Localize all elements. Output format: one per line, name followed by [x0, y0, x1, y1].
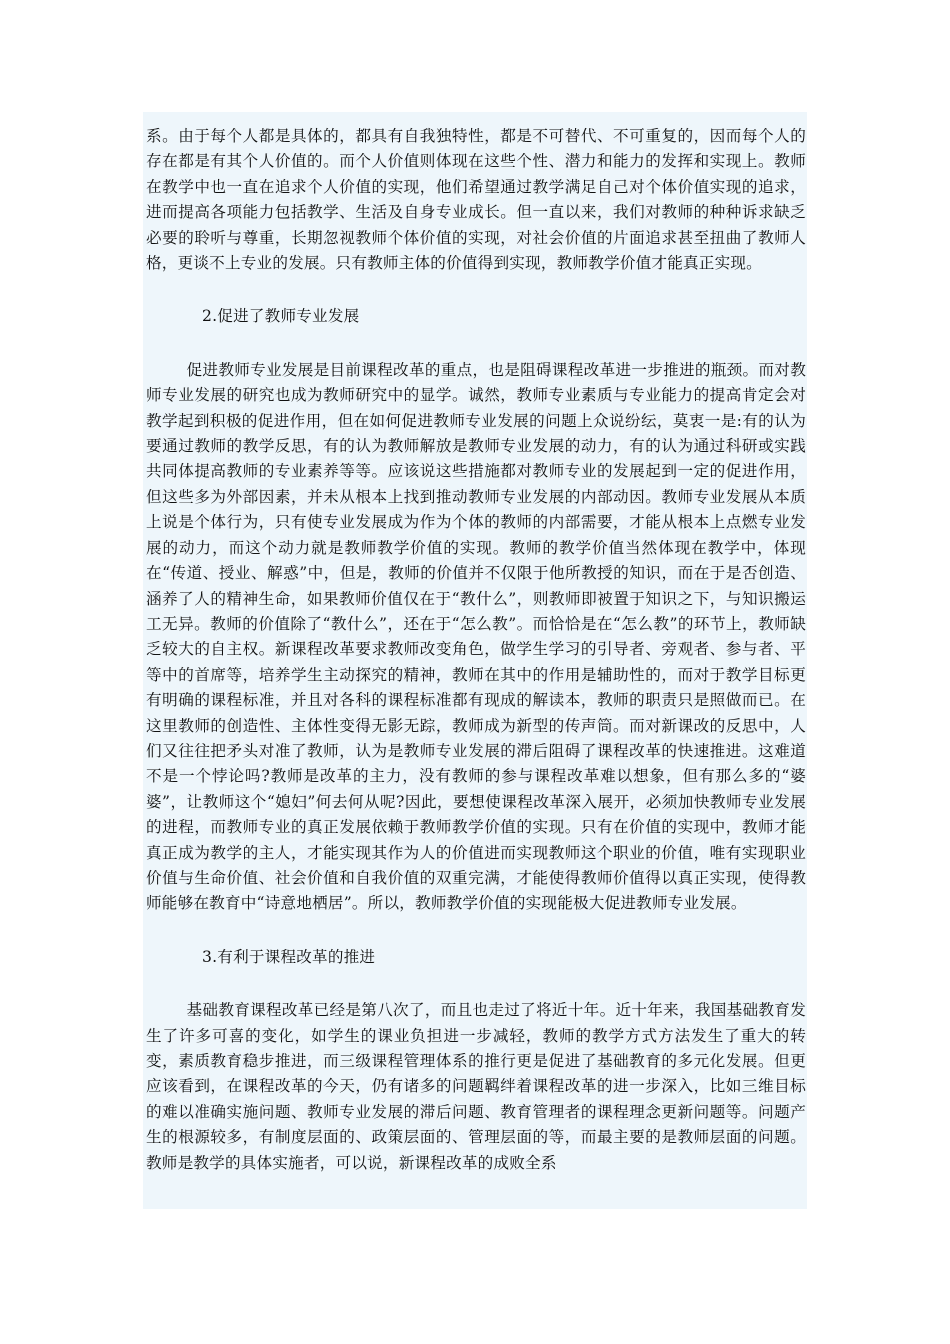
section-heading-3: 3.有利于课程改革的推进 [202, 947, 376, 966]
document-body [146, 124, 806, 1176]
paragraph-intro: 系。由于每个人都是具体的，都具有自我独特性，都是不可替代、不可重复的，因而每个人的存在都是有其个人价值的。而个人价值则体现在这些个性、潜力和能力的发挥和实现上。教师在教学中也一直在追求个人价值的实现，他们希望通过教学满足自己对个体价值实现的追求，进而提高各项能力包括教学、生活及自身专业成长。但一直以来，我们对教师的种种诉求缺乏必要的聆听与尊重，长期忽视教师个体价值的实现，对社会价值的片面追求甚至扭曲了教师人格，更谈不上专业的发展。只有教师主体的价值得到实现，教师教学价值才能真正实现。 [146, 127, 806, 273]
paragraph-section-3: 基础教育课程改革已经是第八次了，而且也走过了将近十年。近十年来，我国基础教育发生了许多可喜的变化，如学生的课业负担进一步减轻，教师的教学方式方法发生了重大的转变，素质教育稳步推进，而三级课程管理体系的推行更是促进了基础教育的多元化发展。但更应该看到，在课程改革的今天，仍有诸多的问题羁绊着课程改革的进一步深入，比如三维目标的难以准确实施问题、教师专业发展的滞后问题、教育管理者的课程理念更新问题等。问题产生的根源较多，有制度层面的、政策层面的、管理层面的等，而最主要的是教师层面的问题。教师是教学的具体实施者，可以说，新课程改革的成败全系 [146, 1001, 806, 1172]
paragraph-section-2: 促进教师专业发展是目前课程改革的重点，也是阻碍课程改革进一步推进的瓶颈。而对教师专业发展的研究也成为教师研究中的显学。诚然，教师专业素质与专业能力的提高肯定会对教学起到积极的促进作用，但在如何促进教师专业发展的问题上众说纷纭，莫衷一是:有的认为要通过教师的教学反思，有的认为教师解放是教师专业发展的动力，有的认为通过科研或实践共同体提高教师的专业素养等等。应该说这些措施都对教师专业的发展起到一定的促进作用，但这些多为外部因素，并未从根本上找到推动教师专业发展的内部动因。教师专业发展从本质上说是个体行为，只有使专业发展成为作为个体的教师的内部需要，才能从根本上点燃专业发展的动力，而这个动力就是教师教学价值的实现。教师的教学价值当然体现在教学中，体现在“传道、授业、解惑”中，但是，教师的价值并不仅限于他所教授的知识，而在于是否创造、涵养了人的精神生命，如果教师价值仅在于“教什么”，则教师即被置于知识之下，与知识搬运工无异。教师的价值除了“教什么”，还在于“怎么教”。而恰恰是在“怎么教”的环节上，教师缺乏较大的自主权。新课程改革要求教师改变角色，做学生学习的引导者、旁观者、参与者、平等中的首席等，培养学生主动探究的精神，教师在其中的作用是辅助性的，而对于教学目标更有明确的课程标准，并且对各科的课程标准都有现成的解读本，教师的职责只是照做而已。在这里教师的创造性、主体性变得无影无踪，教师成为新型的传声筒。而对新课改的反思中，人们又往往把矛头对准了教师，认为是教师专业发展的滞后阻碍了课程改革的快速推进。这难道不是一个悖论吗?教师是改革的主力，没有教师的参与课程改革难以想象，但有那么多的“婆婆”，让教师这个“媳妇”何去何从呢?因此，要想使课程改革深入展开，必须加快教师专业发展的进程，而教师专业的真正发展依赖于教师教学价值的实现。只有在价值的实现中，教师才能真正成为教学的主人，才能实现其作为人的价值进而实现教师这个职业的价值，唯有实现职业价值与生命价值、社会价值和自我价值的双重完满，才能使得教师价值得以真正实现，使得教师能够在教育中“诗意地栖居”。所以，教师教学价值的实现能极大促进教师专业发展。 [146, 360, 806, 913]
section-heading-2: 2.促进了教师专业发展 [202, 307, 360, 326]
